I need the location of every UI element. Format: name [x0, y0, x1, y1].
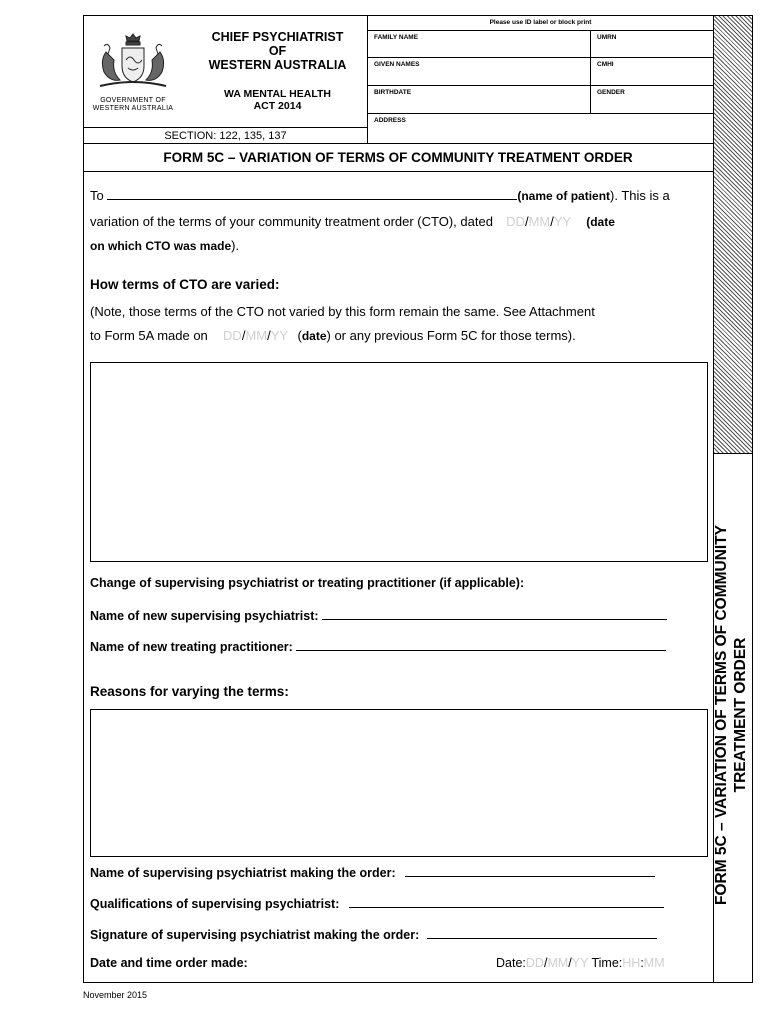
id-label-note: Please use ID label or block print [489, 19, 592, 26]
umrn-label: UMRN [597, 34, 617, 41]
note-line1: (Note, those terms of the CTO not varied by this form remain the same. See Attachment [90, 304, 595, 319]
psychiatrist-name-label: Name of supervising psychiatrist making the order: [90, 866, 396, 880]
order-time-field[interactable] [622, 956, 664, 970]
to-label: To [90, 188, 104, 203]
coat-of-arms-icon [92, 30, 174, 92]
government-crest [92, 30, 174, 110]
crest-caption-line1: GOVERNMENT OF [100, 97, 166, 104]
psychiatrist-name-field[interactable] [405, 864, 655, 877]
authority-line2: OF [268, 44, 287, 58]
act-line2: ACT 2014 [253, 100, 302, 112]
on-which-cto-made-label: on which CTO was made [90, 239, 232, 253]
new-psychiatrist-field[interactable] [322, 607, 667, 620]
change-heading: Change of supervising psychiatrist or treating practitioner (if applicable): [90, 576, 525, 590]
id-row-address [368, 113, 713, 143]
order-time-label: Time: [591, 956, 623, 970]
new-practitioner-label: Name of new treating practitioner: [90, 640, 293, 654]
cmhi-label: CMHI [597, 61, 614, 68]
month-placeholder: MM [245, 328, 268, 343]
minute-placeholder: MM [643, 956, 665, 970]
patient-name-field[interactable] [107, 187, 517, 200]
terms-varied-textarea[interactable] [90, 362, 708, 562]
date-slash: / [524, 214, 529, 229]
address-field[interactable] [368, 114, 713, 143]
date-slash: / [267, 328, 271, 343]
date-label: date [301, 329, 327, 343]
signature-field[interactable] [427, 926, 657, 939]
gender-label: GENDER [597, 89, 625, 96]
year-placeholder: YY [270, 328, 288, 343]
id-row-family-name [368, 30, 713, 57]
signature-row [90, 926, 705, 942]
crest-caption-line2: WESTERN AUSTRALIA [92, 105, 174, 112]
month-placeholder: MM [547, 956, 569, 970]
side-title [712, 515, 752, 915]
intro-line3 [90, 236, 710, 256]
cto-date-field[interactable] [506, 214, 571, 229]
date-slash: / [543, 956, 548, 970]
issuing-authority [195, 30, 360, 72]
birthdate-label: BIRTHDATE [374, 89, 412, 96]
new-psychiatrist-label: Name of new supervising psychiatrist: [90, 609, 319, 623]
order-date-time [496, 956, 665, 970]
date-label: (date [586, 215, 615, 229]
cmhi-field[interactable] [590, 58, 713, 85]
signature-label: Signature of supervising psychiatrist making the order: [90, 928, 420, 942]
reasons-heading: Reasons for varying the terms: [90, 684, 289, 699]
date-slash: / [241, 328, 246, 343]
day-placeholder: DD [506, 214, 525, 229]
id-row-birthdate [368, 85, 713, 113]
side-title-line2: TREATMENT ORDER [732, 637, 749, 793]
note-line2: to Form 5A made on DD/MM/YY (date) or any previous Form 5C for those terms). [90, 328, 576, 343]
date-slash: / [568, 956, 572, 970]
new-practitioner-row [90, 638, 705, 654]
order-date-field[interactable] [526, 956, 588, 970]
act-line1: WA MENTAL HEALTH [224, 88, 331, 100]
act-reference [200, 88, 355, 112]
how-terms-heading: How terms of CTO are varied: [90, 277, 280, 292]
footer-date: November 2015 [83, 990, 148, 1000]
authority-line1: CHIEF PSYCHIATRIST [211, 30, 344, 44]
side-title-line1: FORM 5C – VARIATION OF TERMS OF COMMUNITY [713, 524, 730, 906]
new-psychiatrist-row [90, 607, 705, 623]
variation-text: variation of the terms of your community treatment order (CTO), dated [90, 214, 493, 229]
patient-id-table [368, 15, 713, 143]
note-line2-end: ) or any previous Form 5C for those terms). [326, 328, 576, 343]
intro-line1 [90, 186, 710, 206]
family-name-field[interactable] [368, 31, 590, 57]
section-reference: SECTION: 122, 135, 137 [83, 127, 368, 144]
id-row-given-names [368, 57, 713, 85]
form-title: FORM 5C – VARIATION OF TERMS OF COMMUNITY TREATMENT ORDER [83, 143, 713, 172]
date-time-label: Date and time order made: [90, 956, 248, 970]
intro-line2 [90, 212, 710, 232]
new-practitioner-field[interactable] [296, 638, 666, 651]
qualifications-label: Qualifications of supervising psychiatrist: [90, 897, 340, 911]
name-of-patient-label: (name of patient [517, 189, 611, 203]
given-names-label: GIVEN NAMES [374, 61, 420, 68]
this-is-a-text: ). This is a [610, 188, 670, 203]
authority-line3: WESTERN AUSTRALIA [208, 58, 347, 72]
hour-placeholder: HH [622, 956, 641, 970]
qualifications-row [90, 895, 705, 911]
note-line2-text: to Form 5A made on [90, 328, 208, 343]
intro-close: ). [231, 238, 240, 253]
form5a-date-field[interactable] [223, 328, 288, 343]
day-placeholder: DD [223, 328, 242, 343]
date-slash: / [550, 214, 554, 229]
day-placeholder: DD [525, 956, 544, 970]
year-placeholder: YY [553, 214, 571, 229]
address-label: ADDRESS [374, 117, 406, 124]
qualifications-field[interactable] [349, 895, 664, 908]
month-placeholder: MM [528, 214, 551, 229]
family-name-label: FAMILY NAME [374, 34, 419, 41]
gender-field[interactable] [590, 86, 713, 113]
given-names-field[interactable] [368, 58, 590, 85]
birthdate-field[interactable] [368, 86, 590, 113]
reasons-textarea[interactable] [90, 709, 708, 857]
time-colon: : [640, 956, 644, 970]
order-date-label: Date: [496, 956, 526, 970]
side-hatch-pattern [714, 16, 752, 454]
psychiatrist-name-row [90, 864, 705, 880]
year-placeholder: YY [571, 956, 589, 970]
umrn-field[interactable] [590, 31, 713, 57]
